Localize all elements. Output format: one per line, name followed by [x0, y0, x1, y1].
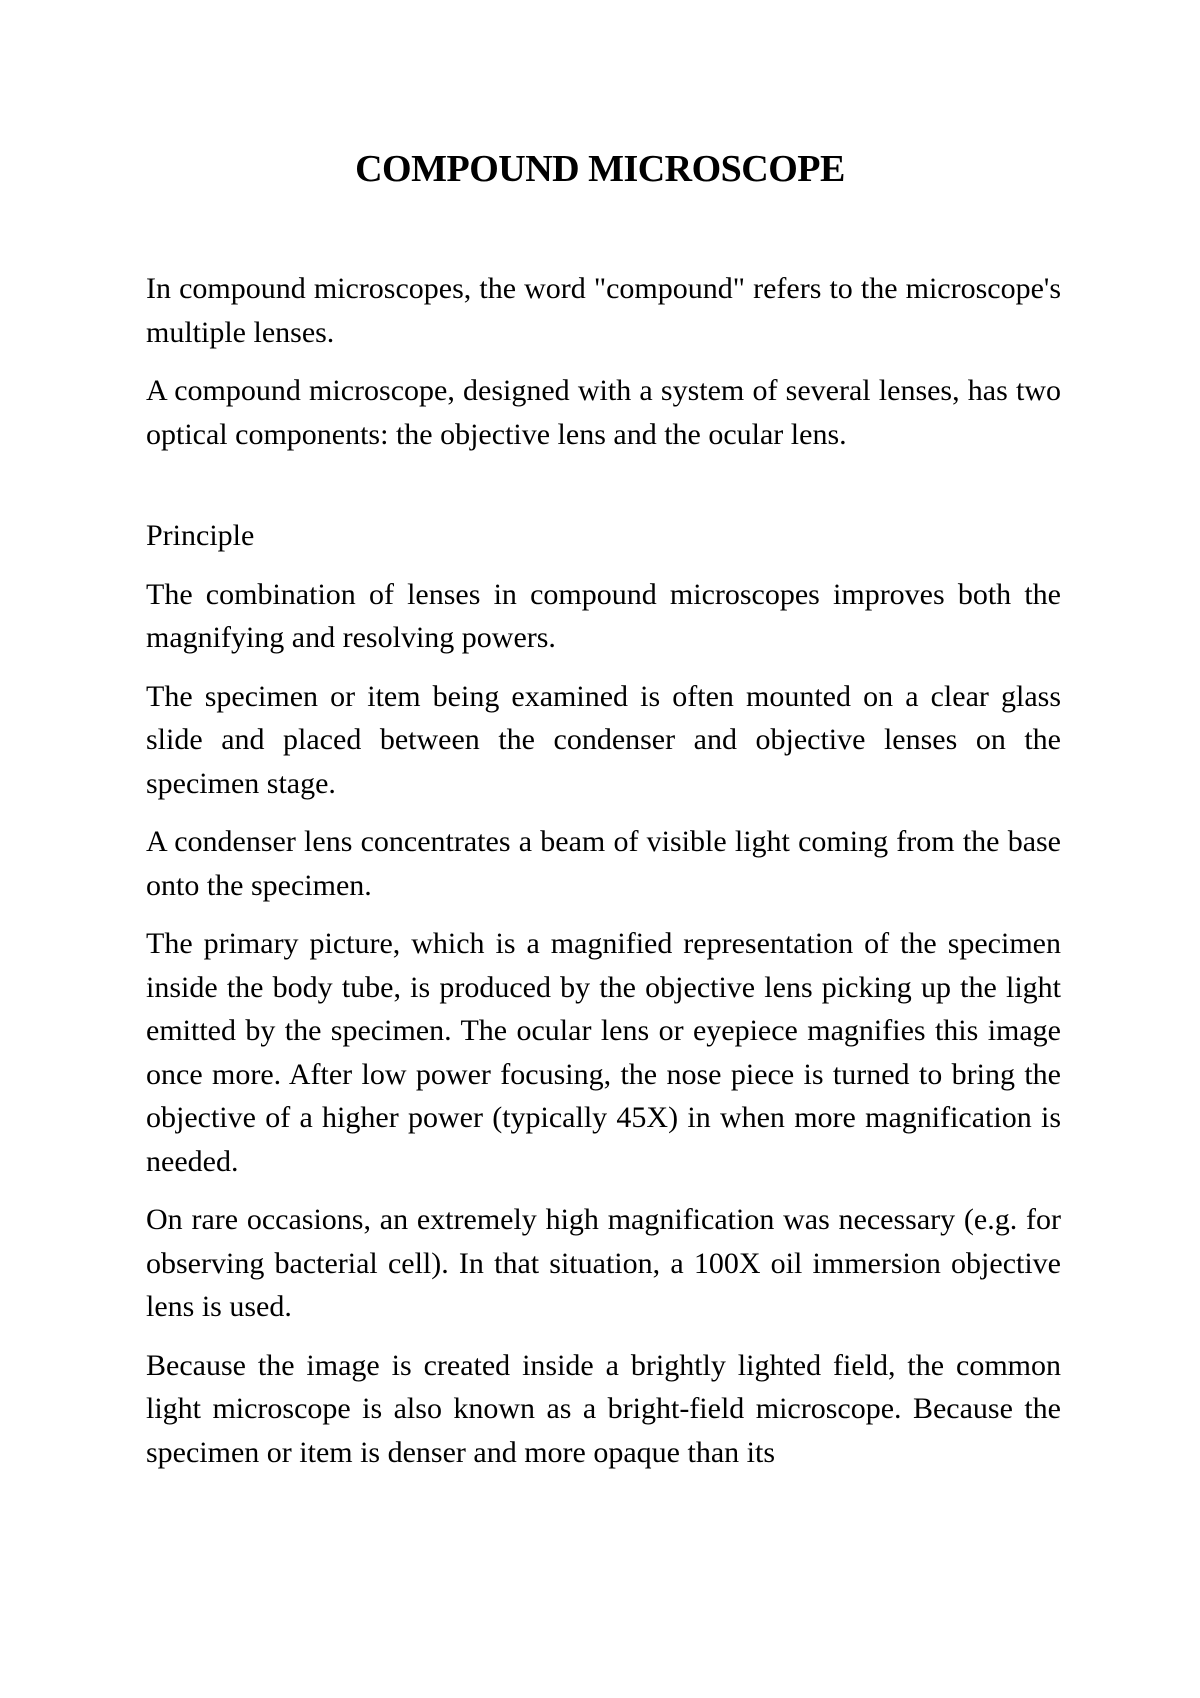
page-title: COMPOUND MICROSCOPE	[355, 148, 845, 190]
intro-paragraph-1: In compound microscopes, the word "compound" refers to the microscope's multiple lenses.	[146, 272, 1061, 349]
section-heading-principle: Principle	[146, 519, 255, 552]
principle-paragraph-3: A condenser lens concentrates a beam of visible light coming from the base onto the specimen.	[146, 825, 1061, 902]
principle-paragraph-5: On rare occasions, an extremely high magnification was necessary (e.g. for observing bacterial cell). In that situation, a 100X oil immersion objective lens is used.	[146, 1203, 1061, 1323]
principle-paragraph-4: The primary picture, which is a magnified representation of the specimen inside the body tube, is produced by the objective lens picking up the light emitted by the specimen. The ocular lens or eyepiece magnifies this image once more. After low power focusing, the nose piece is turned to bring the objective of a higher power (typically 45X) in when more magnification is needed.	[146, 927, 1061, 1178]
principle-paragraph-2: The specimen or item being examined is often mounted on a clear glass slide and placed between the condenser and objective lenses on the specimen stage.	[146, 679, 1061, 800]
intro-paragraph-2: A compound microscope, designed with a system of several lenses, has two optical components: the objective lens and the ocular lens.	[146, 374, 1061, 451]
document-body	[146, 267, 1061, 1474]
principle-paragraph-6: Because the image is created inside a brightly lighted field, the common light microscope is also known as a bright-field microscope. Because the specimen or item is denser and more opaque than its	[146, 1348, 1061, 1469]
principle-paragraph-1: The combination of lenses in compound microscopes improves both the magnifying and resolving powers.	[146, 577, 1061, 654]
